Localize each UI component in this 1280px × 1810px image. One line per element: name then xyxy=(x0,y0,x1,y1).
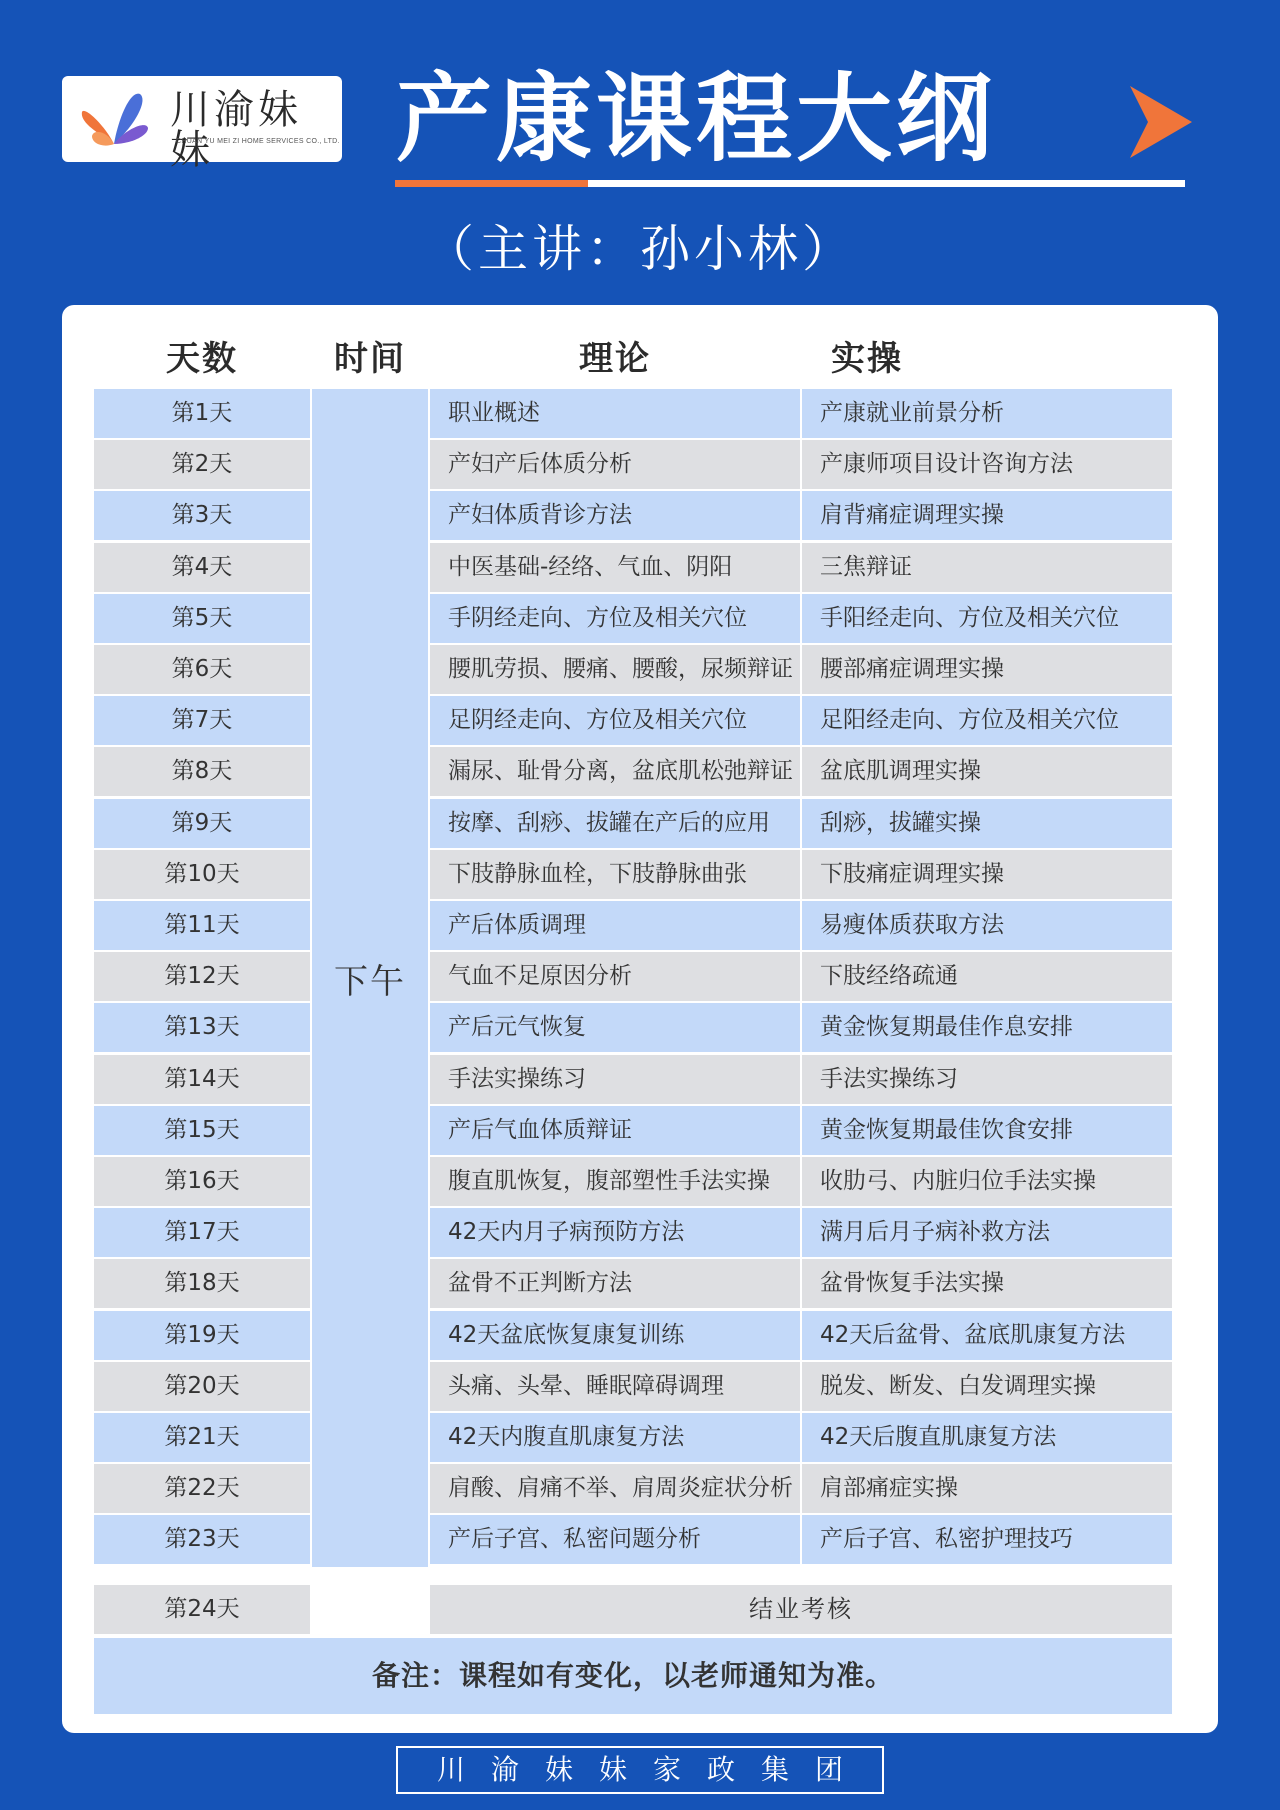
row-theory: 产后子宫、私密问题分析 xyxy=(430,1515,800,1564)
row-day: 第11天 xyxy=(94,901,310,950)
row-practice: 手法实操练习 xyxy=(802,1055,1172,1104)
logo-subtitle: CHUAN YU MEI ZI HOME SERVICES CO., LTD. xyxy=(176,138,340,145)
final-day-content: 结业考核 xyxy=(430,1585,1172,1634)
row-day: 第16天 xyxy=(94,1157,310,1206)
row-theory: 下肢静脉血栓，下肢静脉曲张 xyxy=(430,850,800,899)
row-practice: 盆骨恢复手法实操 xyxy=(802,1259,1172,1308)
company-logo xyxy=(62,76,342,173)
row-day: 第2天 xyxy=(94,440,310,489)
row-theory: 腹直肌恢复，腹部塑性手法实操 xyxy=(430,1157,800,1206)
row-theory: 产后元气恢复 xyxy=(430,1003,800,1052)
row-theory: 按摩、刮痧、拔罐在产后的应用 xyxy=(430,799,800,848)
row-practice: 肩部痛症实操 xyxy=(802,1464,1172,1513)
row-practice: 腰部痛症调理实操 xyxy=(802,645,1172,694)
row-theory: 足阴经走向、方位及相关穴位 xyxy=(430,696,800,745)
row-theory: 气血不足原因分析 xyxy=(430,952,800,1001)
row-practice: 肩背痛症调理实操 xyxy=(802,491,1172,540)
row-day: 第14天 xyxy=(94,1055,310,1104)
row-day: 第20天 xyxy=(94,1362,310,1411)
row-practice: 刮痧，拔罐实操 xyxy=(802,799,1172,848)
row-practice: 产康就业前景分析 xyxy=(802,389,1172,438)
time-slot xyxy=(312,389,428,1567)
row-day: 第19天 xyxy=(94,1311,310,1360)
final-day-label: 第24天 xyxy=(94,1585,310,1634)
row-theory: 盆骨不正判断方法 xyxy=(430,1259,800,1308)
row-day: 第7天 xyxy=(94,696,310,745)
row-theory: 产后体质调理 xyxy=(430,901,800,950)
row-day: 第8天 xyxy=(94,747,310,796)
row-theory: 手阴经走向、方位及相关穴位 xyxy=(430,594,800,643)
row-theory: 腰肌劳损、腰痛、腰酸，尿频辩证 xyxy=(430,645,800,694)
row-day: 第1天 xyxy=(94,389,310,438)
title-underline-accent xyxy=(395,180,588,187)
row-theory: 中医基础-经络、气血、阴阳 xyxy=(430,543,800,592)
page-title: 产康课程大纲 xyxy=(396,63,996,175)
course-table-card xyxy=(62,305,1218,1733)
row-theory: 头痛、头晕、睡眠障碍调理 xyxy=(430,1362,800,1411)
header-practice: 实操 xyxy=(831,339,903,379)
row-day: 第3天 xyxy=(94,491,310,540)
row-day: 第22天 xyxy=(94,1464,310,1513)
row-practice: 足阳经走向、方位及相关穴位 xyxy=(802,696,1172,745)
arrow-right-icon xyxy=(1130,86,1192,158)
row-day: 第17天 xyxy=(94,1208,310,1257)
row-theory: 产后气血体质辩证 xyxy=(430,1106,800,1155)
row-theory: 42天内腹直肌康复方法 xyxy=(430,1413,800,1462)
butterfly-logo-icon xyxy=(74,84,154,154)
row-practice: 下肢痛症调理实操 xyxy=(802,850,1172,899)
header-day: 天数 xyxy=(166,339,238,379)
row-theory: 手法实操练习 xyxy=(430,1055,800,1104)
row-practice: 黄金恢复期最佳饮食安排 xyxy=(802,1106,1172,1155)
row-practice: 满月后月子病补救方法 xyxy=(802,1208,1172,1257)
row-theory: 42天盆底恢复康复训练 xyxy=(430,1311,800,1360)
row-day: 第15天 xyxy=(94,1106,310,1155)
row-day: 第4天 xyxy=(94,543,310,592)
row-theory: 肩酸、肩痛不举、肩周炎症状分析 xyxy=(430,1464,800,1513)
row-practice: 黄金恢复期最佳作息安排 xyxy=(802,1003,1172,1052)
logo-name: 川渝妹妹 xyxy=(170,87,302,173)
row-day: 第10天 xyxy=(94,850,310,899)
row-day: 第18天 xyxy=(94,1259,310,1308)
row-practice: 产康师项目设计咨询方法 xyxy=(802,440,1172,489)
row-practice: 盆底肌调理实操 xyxy=(802,747,1172,796)
row-practice: 手阳经走向、方位及相关穴位 xyxy=(802,594,1172,643)
time-slot-label: 下午 xyxy=(334,961,406,1002)
row-practice: 42天后腹直肌康复方法 xyxy=(802,1413,1172,1462)
row-practice: 脱发、断发、白发调理实操 xyxy=(802,1362,1172,1411)
header-theory: 理论 xyxy=(579,339,651,379)
row-practice: 42天后盆骨、盆底肌康复方法 xyxy=(802,1311,1172,1360)
row-day: 第23天 xyxy=(94,1515,310,1564)
row-day: 第5天 xyxy=(94,594,310,643)
row-day: 第6天 xyxy=(94,645,310,694)
row-theory: 产妇产后体质分析 xyxy=(430,440,800,489)
row-theory: 职业概述 xyxy=(430,389,800,438)
row-day: 第9天 xyxy=(94,799,310,848)
header-time: 时间 xyxy=(334,339,406,379)
row-practice: 易瘦体质获取方法 xyxy=(802,901,1172,950)
row-day: 第13天 xyxy=(94,1003,310,1052)
row-practice: 三焦辩证 xyxy=(802,543,1172,592)
note-banner: 备注：课程如有变化，以老师通知为准。 xyxy=(94,1638,1172,1714)
row-practice: 收肋弓、内脏归位手法实操 xyxy=(802,1157,1172,1206)
lecturer-label: （主讲：孙小林） xyxy=(424,220,856,278)
row-theory: 产妇体质背诊方法 xyxy=(430,491,800,540)
row-day: 第12天 xyxy=(94,952,310,1001)
row-theory: 漏尿、耻骨分离，盆底肌松弛辩证 xyxy=(430,747,800,796)
footer-company-name: 川渝妹妹家政集团 xyxy=(396,1746,884,1794)
row-theory: 42天内月子病预防方法 xyxy=(430,1208,800,1257)
row-practice: 产后子宫、私密护理技巧 xyxy=(802,1515,1172,1564)
row-practice: 下肢经络疏通 xyxy=(802,952,1172,1001)
row-day: 第21天 xyxy=(94,1413,310,1462)
